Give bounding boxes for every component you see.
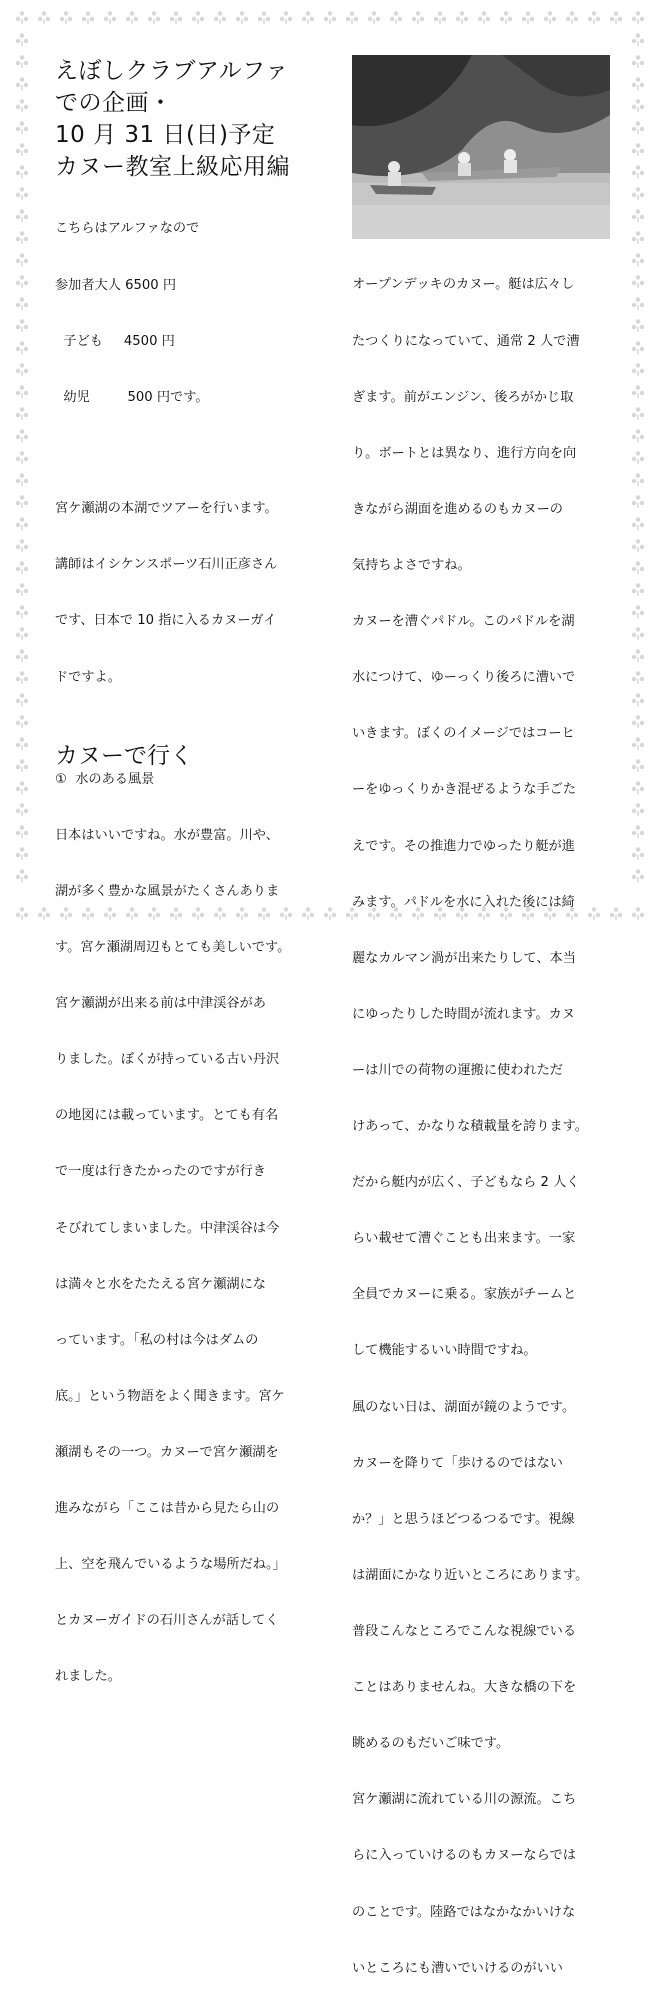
body-line: らい載せて漕ぐことも出来ます。一家	[352, 1231, 576, 1247]
body-line: して機能するいい時間ですね。	[352, 1343, 537, 1359]
intro-line: ドですよ。	[55, 669, 121, 685]
body-line: とカヌーガイドの石川さんが話してく	[55, 1613, 279, 1629]
intro-line: 講師はイシケンスポーツ石川正彦さん	[55, 557, 278, 573]
right-column	[352, 55, 610, 2016]
price-line: 参加者大人 6500 円	[55, 277, 177, 293]
body-line: 眺めるのもだいご味です。	[352, 1736, 510, 1752]
body-line: けあって、かなりな積載量を誇ります。	[352, 1119, 588, 1135]
canoe-photo	[352, 55, 610, 239]
title-line: カヌー教室上級応用編	[55, 154, 290, 180]
title-line: 10 月 31 日(日)予定	[55, 122, 276, 148]
body-line: 日本はいいですね。水が豊富。川や、	[55, 827, 279, 843]
body-line: いところにも漕いでいけるのがいい	[352, 1960, 563, 1976]
body-line: りました。ぼくが持っている古い丹沢	[55, 1052, 280, 1068]
body-line: ぎます。前がエンジン、後ろがかじ取	[352, 389, 574, 405]
body-line: か？」と思うほどつるつるです。視線	[352, 1511, 575, 1527]
section-title: カヌーで行く	[55, 742, 193, 769]
body-line: ことはありませんね。大きな橋の下を	[352, 1680, 577, 1696]
price-line: 幼児 500 円です。	[55, 389, 209, 405]
body-line: らに入っていけるのもカヌーならでは	[352, 1848, 577, 1864]
body-line: みます。パドルを水に入れた後には綺	[352, 894, 575, 910]
body-line: の地図には載っています。とても有名	[55, 1108, 279, 1124]
body-line: カヌーを漕ぐパドル。このパドルを湖	[352, 614, 575, 630]
left-body	[55, 789, 320, 1724]
body-line: たつくりになっていて、通常 2 人で漕	[352, 333, 580, 349]
body-line: 宮ケ瀬湖が出来る前は中津渓谷があ	[55, 996, 266, 1012]
event-title	[55, 55, 320, 183]
left-column	[55, 55, 320, 1725]
title-line: えぼしクラブアルファ	[55, 58, 289, 84]
body-line: は湖面にかなり近いところにあります。	[352, 1567, 589, 1583]
intro-line: です、日本で 10 指に入るカヌーガイ	[55, 613, 277, 629]
body-line: カヌーを降りて「歩けるのではない	[352, 1455, 563, 1471]
body-line: 全員でカヌーに乗る。家族がチームと	[352, 1287, 577, 1303]
body-line: 瀬湖もその一つ。カヌーで宮ケ瀬湖を	[55, 1445, 279, 1460]
body-line: のことです。陸路ではなかなかいけな	[352, 1904, 576, 1920]
body-line: だから艇内が広く、子どもなら 2 人く	[352, 1175, 580, 1191]
body-line: オープンデッキのカヌー。艇は広々し	[352, 277, 575, 293]
body-line: 底。」という物語をよく聞きます。宮ケ	[55, 1388, 285, 1404]
body-line: 麗なカルマン渦が出来たりして、本当	[352, 950, 576, 966]
body-line: えです。その推進力でゆったり艇が進	[352, 838, 575, 854]
body-line: きながら湖面を進めるのもカヌーの	[352, 501, 563, 517]
body-line: 気持ちよさですね。	[352, 557, 471, 573]
body-line: 上、空を飛んでいるような場所だね。」	[55, 1557, 286, 1573]
subsection-heading: ① 水のある風景	[55, 771, 155, 787]
body-line: 進みながら「ここは昔から見たら山の	[55, 1501, 280, 1517]
price-line: 子ども 4500 円	[55, 333, 175, 349]
body-line: ーは川での荷物の運搬に使われただ	[352, 1062, 563, 1078]
right-body	[352, 239, 610, 2016]
body-line: す。宮ケ瀬湖周辺もとても美しいです。	[55, 940, 291, 956]
intro-line: 宮ケ瀬湖の本湖でツアーを行います。	[55, 501, 278, 517]
body-line: そびれてしまいました。中津渓谷は今	[55, 1220, 280, 1236]
body-line: は満々と水をたたえる宮ケ瀬湖にな	[55, 1276, 266, 1292]
title-line: での企画・	[55, 90, 173, 116]
body-line: り。ボートとは異なり、進行方向を向	[352, 445, 577, 461]
body-line: 風のない日は、湖面が鏡のようです。	[352, 1399, 576, 1415]
body-line: れました。	[55, 1669, 121, 1685]
price-list	[55, 183, 320, 445]
body-line: 宮ケ瀬湖に流れている川の源流。こち	[352, 1792, 577, 1808]
body-line: 水につけて、ゆーっくり後ろに漕いで	[352, 670, 576, 686]
body-line: 湖が多く豊かな風景がたくさんありま	[55, 883, 280, 899]
body-line: にゆったりした時間が流れます。カヌ	[352, 1006, 575, 1022]
body-line: ーをゆっくりかき混ぜるような手ごた	[352, 782, 577, 798]
body-line: で一度は行きたかったのですが行き	[55, 1164, 266, 1180]
body-line: っています。「私の村は今はダムの	[55, 1332, 259, 1348]
body-line: いきます。ぼくのイメージではコーヒ	[352, 726, 575, 742]
intro-paragraph	[55, 463, 320, 725]
price-line: こちらはアルファなので	[55, 221, 200, 237]
body-line: 普段こんなところでこんな視線でいる	[352, 1624, 577, 1640]
